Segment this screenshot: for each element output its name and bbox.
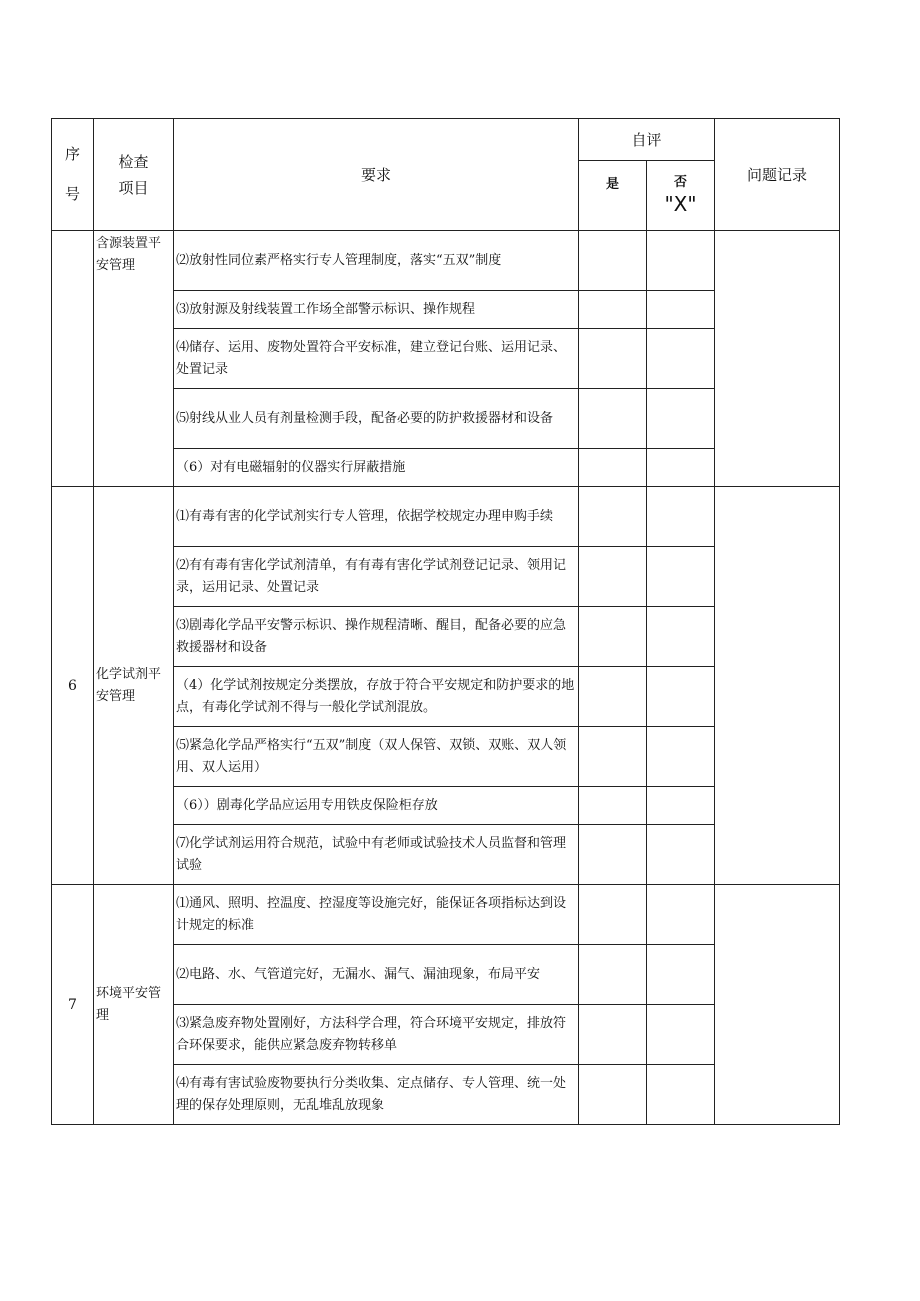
self-eval-yes-cell[interactable] — [579, 607, 647, 667]
self-eval-yes-cell[interactable] — [579, 1065, 647, 1125]
header-problem-record: 问题记录 — [715, 119, 840, 231]
self-eval-yes-cell[interactable] — [579, 231, 647, 291]
requirement-cell: ⑷有毒有害试验废物要执行分类收集、定点储存、专人管理、统一处理的保存处理原则，无乱堆乱放现象 — [174, 1065, 579, 1125]
self-eval-yes-cell[interactable] — [579, 389, 647, 449]
self-eval-no-cell[interactable] — [647, 667, 715, 727]
section-seq — [52, 231, 94, 487]
header-seq-char-2: 号 — [64, 185, 80, 203]
header-no — [647, 161, 715, 231]
requirement-cell: ⑸射线从业人员有剂量检测手段，配备必要的防护救援器材和设备 — [174, 389, 579, 449]
requirement-cell: ⑵有有毒有害化学试剂清单，有有毒有害化学试剂登记记录、领用记录，运用记录、处置记录 — [174, 547, 579, 607]
self-eval-no-cell[interactable] — [647, 825, 715, 885]
self-eval-no-cell[interactable] — [647, 787, 715, 825]
header-seq-char-1: 序 — [64, 145, 80, 163]
header-item-line-1: 检查 — [118, 152, 149, 171]
self-eval-yes-cell[interactable] — [579, 1005, 647, 1065]
problem-record-cell[interactable] — [715, 487, 840, 885]
requirement-cell: ⑵放射性同位素严格实行专人管理制度，落实“五双”制度 — [174, 231, 579, 291]
self-eval-yes-cell[interactable] — [579, 787, 647, 825]
self-eval-no-cell[interactable] — [647, 291, 715, 329]
table-row — [52, 231, 840, 291]
requirement-cell: （6）对有电磁辐射的仪器实行屏蔽措施 — [174, 449, 579, 487]
header-self-eval: 自评 — [579, 119, 715, 161]
problem-record-cell[interactable] — [715, 885, 840, 1125]
table-row — [52, 487, 840, 547]
requirement-cell: ⑴有毒有害的化学试剂实行专人管理，依据学校规定办理申购手续 — [174, 487, 579, 547]
header-seq — [52, 119, 94, 231]
section-item: 环境平安管理 — [94, 885, 174, 1125]
requirement-cell: ⑶紧急废弃物处置刚好，方法科学合理，符合环境平安规定，排放符合环保要求，能供应紧急废弃物转移单 — [174, 1005, 579, 1065]
self-eval-yes-cell[interactable] — [579, 667, 647, 727]
requirement-cell: ⑺化学试剂运用符合规范，试验中有老师或试验技术人员监督和管理试验 — [174, 825, 579, 885]
requirement-cell: （6））剧毒化学品应运用专用铁皮保险柜存放 — [174, 787, 579, 825]
requirement-cell: ⑵电路、水、气管道完好，无漏水、漏气、漏油现象，布局平安 — [174, 945, 579, 1005]
self-eval-no-cell[interactable] — [647, 487, 715, 547]
self-eval-no-cell[interactable] — [647, 885, 715, 945]
self-eval-no-cell[interactable] — [647, 607, 715, 667]
self-eval-yes-cell[interactable] — [579, 825, 647, 885]
self-eval-yes-cell[interactable] — [579, 487, 647, 547]
self-eval-no-cell[interactable] — [647, 329, 715, 389]
self-eval-yes-cell[interactable] — [579, 885, 647, 945]
section-item: 化学试剂平安管理 — [94, 487, 174, 885]
header-item — [94, 119, 174, 231]
self-eval-no-cell[interactable] — [647, 231, 715, 291]
header-yes: 是 — [579, 161, 647, 231]
requirement-cell: ⑶剧毒化学品平安警示标识、操作规程清晰、醒目，配备必要的应急救援器材和设备 — [174, 607, 579, 667]
problem-record-cell[interactable] — [715, 231, 840, 487]
requirement-cell: ⑴通风、照明、控温度、控湿度等设施完好，能保证各项指标达到设计规定的标准 — [174, 885, 579, 945]
requirement-cell: （4）化学试剂按规定分类摆放，存放于符合平安规定和防护要求的地点，有毒化学试剂不得与一般化学试剂混放。 — [174, 667, 579, 727]
header-item-line-2: 项目 — [118, 178, 149, 197]
requirement-cell: ⑷储存、运用、废物处置符合平安标准，建立登记台账、运用记录、处置记录 — [174, 329, 579, 389]
self-eval-no-cell[interactable] — [647, 449, 715, 487]
header-no-mark: "X" — [664, 192, 697, 216]
requirement-cell: ⑸紧急化学品严格实行“五双”制度（双人保管、双锁、双账、双人领用、双人运用） — [174, 727, 579, 787]
self-eval-yes-cell[interactable] — [579, 547, 647, 607]
self-eval-yes-cell[interactable] — [579, 329, 647, 389]
self-eval-yes-cell[interactable] — [579, 727, 647, 787]
table-row — [52, 885, 840, 945]
self-eval-no-cell[interactable] — [647, 389, 715, 449]
self-eval-no-cell[interactable] — [647, 1065, 715, 1125]
self-eval-no-cell[interactable] — [647, 547, 715, 607]
header-requirement: 要求 — [174, 119, 579, 231]
self-eval-no-cell[interactable] — [647, 1005, 715, 1065]
self-eval-yes-cell[interactable] — [579, 449, 647, 487]
self-eval-yes-cell[interactable] — [579, 291, 647, 329]
section-seq: 7 — [52, 885, 94, 1125]
section-seq: 6 — [52, 487, 94, 885]
checklist-table — [51, 118, 840, 1125]
checklist-body — [52, 231, 840, 1125]
requirement-cell: ⑶放射源及射线装置工作场全部警示标识、操作规程 — [174, 291, 579, 329]
self-eval-no-cell[interactable] — [647, 945, 715, 1005]
header-no-label: 否 — [674, 175, 688, 190]
section-item: 含源装置平安管理 — [94, 231, 174, 487]
self-eval-no-cell[interactable] — [647, 727, 715, 787]
self-eval-yes-cell[interactable] — [579, 945, 647, 1005]
